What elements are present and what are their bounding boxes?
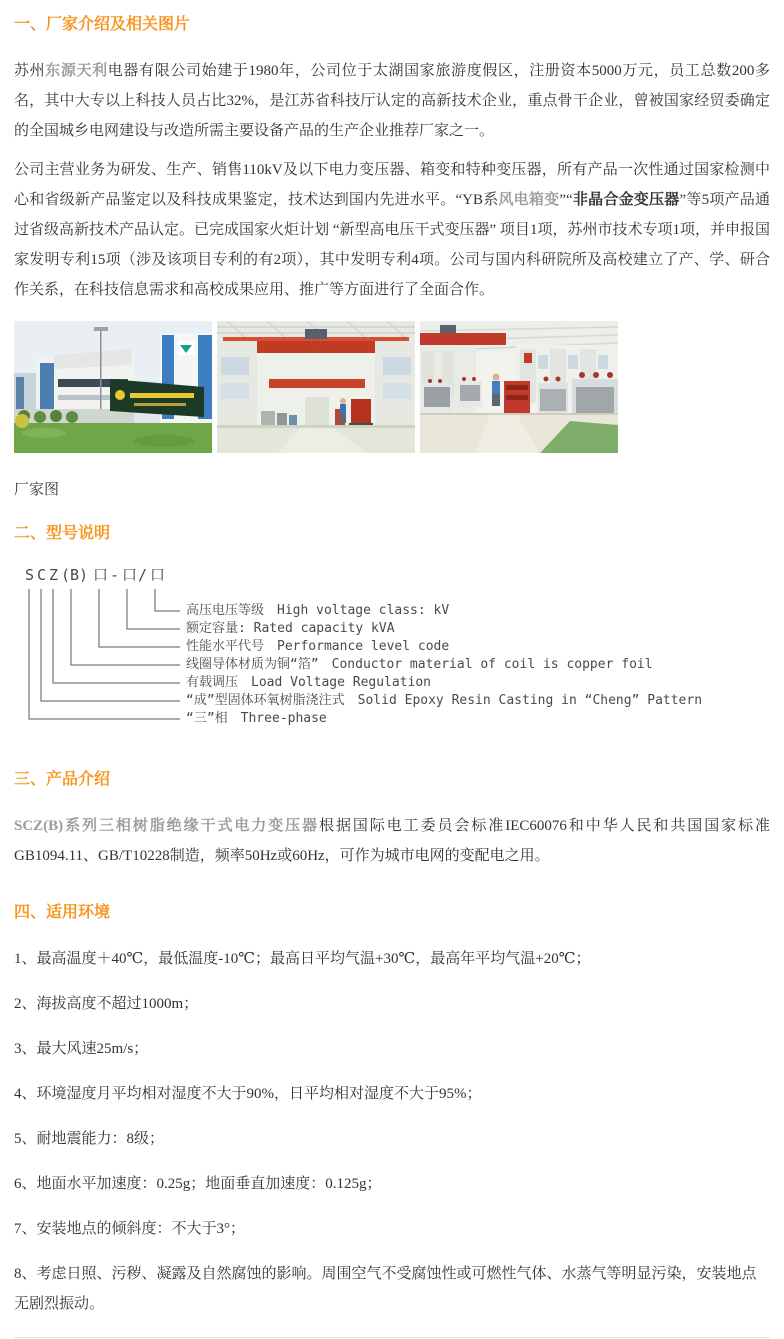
- factory-exterior-illustration: [14, 321, 212, 453]
- diagram-label-epoxy-casting: “成”型固体环氧树脂浇注式 Solid Epoxy Resin Casting in “Cheng” Pattern: [186, 693, 703, 708]
- environment-item-2: 2、海拔高度不超过1000m；: [14, 996, 199, 1012]
- environment-item-8: 8、考虑日照、污秽、凝露及自然腐蚀的影响。周围空气不受腐蚀性或可燃性气体、水蒸气等明显污染，安装地点无剧烈振动。: [14, 1266, 757, 1312]
- environment-item-6: 6、地面水平加速度：0.25g；地面垂直加速度：0.125g；: [14, 1176, 382, 1192]
- section-heading-product-intro: 三、产品介绍: [14, 771, 111, 788]
- factory-intro-paragraph-2: [14, 155, 770, 305]
- diagram-label-performance-level: 性能水平代号 Performance level code: [186, 639, 450, 654]
- diagram-label-conductor-material: 线圈导体材质为铜“箔” Conductor material of coil is copper foil: [186, 657, 653, 672]
- photo-caption: 厂家图: [14, 482, 60, 498]
- body-text: 苏州: [14, 63, 46, 79]
- keyword-text: 非晶合金变压器: [572, 192, 680, 208]
- body-text: ”等5项产品通过省级高新技术产品认定。已完成国家火炬计划 “新型高电压干式变压器” 项目1项，苏州市技术专项1项，并申报国家发明专利15项（涉及该项目专利的有2项），其中发明专利4项。公司与国内科研院所及高校建立了产、学、研合作关系，在科技信息需求和高校成果应用、推广等方面进行了全面合作。: [14, 192, 770, 298]
- model-code-token: 口: [93, 566, 109, 584]
- workshop-crane-photo: [217, 321, 415, 453]
- environment-item-4: 4、环境湿度月平均相对湿度不大于90%，日平均相对湿度不大于95%；: [14, 1086, 482, 1102]
- keyword-text: 东源天利: [45, 63, 108, 79]
- diagram-label-three-phase: “三”相 Three-phase: [186, 711, 327, 726]
- model-code-token: 口: [122, 566, 138, 584]
- product-intro-paragraph: [14, 811, 770, 871]
- workshop-transformers-illustration: [420, 321, 618, 453]
- factory-intro-paragraph-1: [14, 56, 770, 146]
- model-code-token: /: [138, 566, 148, 584]
- workshop-transformers-photo: [420, 321, 618, 453]
- factory-exterior-photo: [14, 321, 212, 453]
- body-text: ”“: [559, 192, 573, 208]
- environment-item-5: 5、耐地震能力：8级；: [14, 1131, 165, 1147]
- workshop-crane-illustration: [217, 321, 415, 453]
- model-code-token: -: [110, 566, 120, 584]
- body-text: 根据国际电工委员会标准IEC60076和中华人民和共国国家标准GB1094.11、GB/T10228制造，频率50Hz或60Hz，可作为城市电网的变配电之用。: [14, 818, 770, 864]
- model-code-token: (B): [61, 566, 89, 584]
- environment-item-1: 1、最高温度＋40℃，最低温度-10℃；最高日平均气温+30℃，最高年平均气温+20℃；: [14, 951, 591, 967]
- diagram-label-load-voltage-regulation: 有载调压 Load Voltage Regulation: [186, 675, 432, 690]
- section-heading-factory-intro: 一、厂家介绍及相关图片: [14, 16, 191, 33]
- diagram-label-rated-capacity: 额定容量: Rated capacity kVA: [186, 621, 395, 636]
- model-code-token: Z: [49, 566, 59, 584]
- environment-item-7: 7、安装地点的倾斜度：不大于3°；: [14, 1221, 246, 1237]
- model-code-token: S: [25, 566, 35, 584]
- model-code-token: 口: [150, 566, 166, 584]
- body-text: 公司主营业务为研发、生产、销售110kV及以下电力变压器、箱变和特种变压器，所有产品一次性通过国家检测中心和省级新产品鉴定以及科技成果鉴定，技术达到国内先进水平。“YB系: [14, 162, 770, 208]
- environment-item-3: 3、最大风速25m/s；: [14, 1041, 149, 1057]
- section-heading-model-explanation: 二、型号说明: [14, 525, 111, 542]
- factory-photo-row: [14, 321, 770, 453]
- keyword-text: SCZ(B)系列三相树脂绝缘干式电力变压器: [14, 818, 320, 834]
- diagram-label-high-voltage-class: 高压电压等级 High voltage class: kV: [186, 603, 450, 618]
- section-heading-environment: 四、适用环境: [14, 904, 111, 921]
- body-text: 电器有限公司始建于1980年，公司位于太湖国家旅游度假区，注册资本5000万元，员工总数200多名，其中大专以上科技人员占比32%，是江苏省科技厅认定的高新技术企业，重点骨干企业，曾被国家经贸委确定的全国城乡电网建设与改造所需主要设备产品的生产企业推荐厂家之一。: [14, 63, 770, 139]
- keyword-text: 风电箱变: [498, 192, 560, 208]
- model-code-token: C: [37, 566, 47, 584]
- model-code-diagram: [14, 565, 770, 737]
